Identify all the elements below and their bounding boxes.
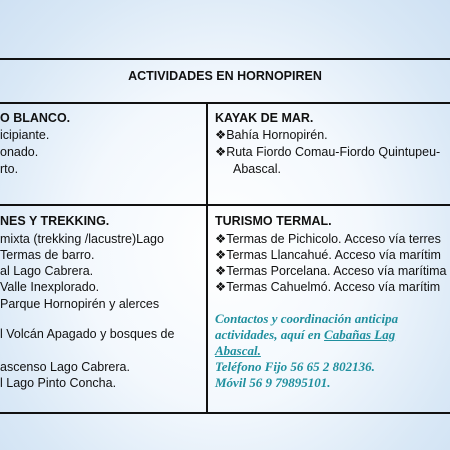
table-header-divider — [0, 102, 450, 104]
cell-heading-termal: TURISMO TERMAL. — [215, 214, 332, 228]
contact-text: actividades, aquí en — [215, 327, 325, 342]
cell-line: l Lago Pinto Concha. — [0, 376, 117, 390]
cell-line: Valle Inexplorado. — [0, 280, 100, 294]
cell-line: ❖Bahía Hornopirén. — [215, 128, 328, 142]
phone-line: Teléfono Fijo 56 65 2 802136. — [215, 359, 375, 374]
cell-line: ❖Termas Porcelana. Acceso vía marítima — [215, 264, 447, 278]
cell-line: ❖Termas Llancahué. Acceso vía marítim — [215, 248, 441, 262]
cell-line: ❖Ruta Fiordo Comau-Fiordo Quintupeu- — [215, 145, 441, 159]
contact-line: Contactos y coordinación anticipa — [215, 311, 399, 326]
cell-heading-kayak: KAYAK DE MAR. — [215, 111, 314, 125]
table-bottom-border — [0, 412, 450, 414]
cell-line: ❖Termas de Pichicolo. Acceso vía terres — [215, 232, 441, 246]
cell-line: Parque Hornopirén y alerces — [0, 297, 160, 311]
table-column-divider — [206, 104, 208, 412]
cell-line: Abascal. — [233, 162, 281, 176]
cell-line: icipiante. — [0, 128, 50, 142]
mobile-line: Móvil 56 9 79895101. — [215, 375, 331, 390]
cell-heading-top-left: O BLANCO. — [0, 111, 71, 125]
table-top-border — [0, 58, 450, 60]
cell-line: l Volcán Apagado y bosques de — [0, 327, 175, 341]
cell-line: Termas de barro. — [0, 248, 95, 262]
cell-line: ascenso Lago Cabrera. — [0, 360, 130, 374]
table-title: ACTIVIDADES EN HORNOPIREN — [128, 69, 322, 83]
cabanas-link[interactable]: Cabañas Lag — [324, 327, 396, 342]
abascal-link[interactable]: Abascal. — [215, 343, 261, 358]
table-row-divider — [0, 204, 450, 206]
cell-line: al Lago Cabrera. — [0, 264, 94, 278]
cell-line: rto. — [0, 162, 19, 176]
cell-line: onado. — [0, 145, 39, 159]
cell-heading-trekking: NES Y TREKKING. — [0, 214, 110, 228]
cell-line: mixta (trekking /lacustre)Lago — [0, 232, 164, 246]
cell-line: ❖Termas Cahuelmó. Acceso vía marítim — [215, 280, 441, 294]
